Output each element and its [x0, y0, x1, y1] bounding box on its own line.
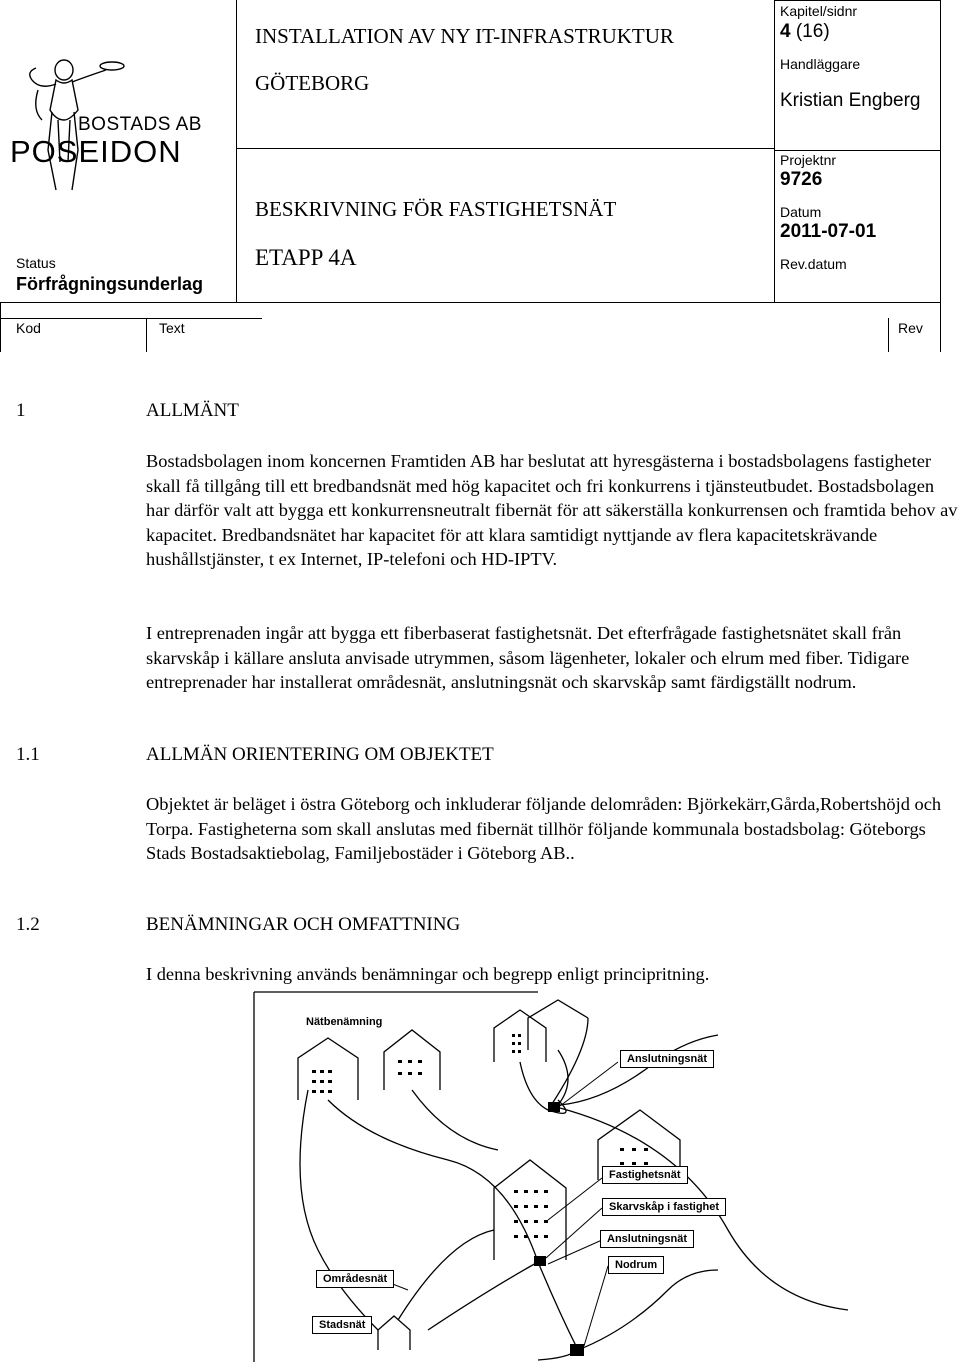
- header-divider: [236, 0, 237, 302]
- diagram-label-skarvskap: Skarvskåp i fastighet: [602, 1198, 726, 1216]
- diagram-label-anslutningsnat: Anslutningsnät: [600, 1230, 694, 1248]
- section-number: 1: [16, 400, 26, 421]
- paragraph-text: Bostadsbolagen inom koncernen Framtiden AB har beslutat att hyresgästerna i bostadsbolagens fastigheter skall få tillgång till ett bredbandsnät med hög kapacitet och fri konkurrens i tjänsteutbudet. Bostadsbolagen har därför valt att bygga ett konkurrensneutralt fibernät för att säkerställa konkurrensen och framtida behov av kapacitet. Bredbandsnätet har kapacitet för att klara samtidigt nyttjande av flera kapacitetskrävande hushållstjänster, t ex Internet, IP-telefoni och HD-IPTV.: [146, 451, 958, 570]
- section-number: 1.1: [16, 744, 40, 765]
- document-location: GÖTEBORG: [255, 71, 370, 95]
- header-divider: [146, 318, 147, 352]
- chapter-label: Kapitel/sidnr: [780, 3, 858, 19]
- column-kod: Kod: [16, 320, 41, 336]
- section-paragraph: [146, 449, 958, 572]
- diagram-label-natbenamning: Nätbenämning: [306, 1016, 383, 1028]
- paragraph-text: I entreprenaden ingår att bygga ett fiberbaserat fastighetsnät. Det efterfrågade fastighetsnätet skall från skarvskåp i källare ansluta anvisade utrymmen, såsom lägenheter, lokaler och elrum med fiber. Tidigare entreprenader har installerat områdesnät, anslutningsnät och skarvskåp samt färdigställt nodrum.: [146, 623, 910, 693]
- date-label: Datum: [780, 204, 822, 220]
- chapter-value: [780, 21, 830, 43]
- column-rev: Rev: [898, 320, 923, 336]
- status-label: Status: [16, 255, 56, 271]
- header-divider: [888, 318, 889, 352]
- header-divider: [774, 0, 775, 302]
- section-paragraph: [146, 962, 958, 987]
- header-divider: [0, 302, 940, 303]
- section-title: ALLMÄNT: [146, 400, 239, 421]
- document-stage: ETAPP 4A: [255, 245, 357, 270]
- poseidon-logo: [8, 50, 213, 200]
- diagram-label-nodrum: Nodrum: [608, 1256, 664, 1274]
- document-title: INSTALLATION AV NY IT-INFRASTRUKTUR: [255, 24, 674, 48]
- header-divider: [774, 0, 940, 1]
- diagram-label-anslutningsnat-top: Anslutningsnät: [620, 1050, 714, 1068]
- chapter-total: (16): [790, 21, 830, 42]
- header-divider: [774, 150, 940, 151]
- date-value: 2011-07-01: [780, 221, 877, 242]
- project-label: Projektnr: [780, 152, 837, 168]
- diagram-label-stadsnat: Stadsnät: [312, 1316, 372, 1334]
- section-title: ALLMÄN ORIENTERING OM OBJEKTET: [146, 744, 494, 765]
- header-divider: [940, 0, 941, 352]
- column-text: Text: [159, 320, 185, 336]
- status-value: Förfrågningsunderlag: [16, 274, 204, 294]
- logo-text-main: POSEIDON: [10, 134, 182, 169]
- principle-drawing: [248, 990, 948, 1364]
- chapter-number: 4: [780, 21, 791, 42]
- revdate-label: Rev.datum: [780, 256, 847, 272]
- project-value: 9726: [780, 169, 823, 190]
- section-paragraph: [146, 621, 958, 695]
- network-diagram: [248, 990, 948, 1364]
- paragraph-text: Objektet är beläget i östra Göteborg och inkluderar följande delområden: Björkekärr,Gårda,Robertshöjd och Torpa. Fastigheterna som skall anslutas med fibernät tillhör följande kommunala bostadsbolag: Göteborgs Stads Bostadsaktiebolag, Familjebostäder i Göteborg AB..: [146, 794, 942, 864]
- section-number: 1.2: [16, 914, 40, 935]
- diagram-label-fastighetsnat: Fastighetsnät: [602, 1166, 688, 1184]
- diagram-label-omradesnat: Områdesnät: [316, 1270, 394, 1288]
- header-divider: [0, 318, 262, 319]
- handler-label: Handläggare: [780, 56, 861, 72]
- handler-value: Kristian Engberg: [780, 90, 921, 111]
- section-paragraph: [146, 792, 958, 866]
- paragraph-text: I denna beskrivning används benämningar och begrepp enligt principritning.: [146, 964, 710, 984]
- header-divider: [0, 302, 1, 352]
- logo-text-top: BOSTADS AB: [78, 114, 202, 135]
- document-subtitle: BESKRIVNING FÖR FASTIGHETSNÄT: [255, 197, 617, 221]
- section-title: BENÄMNINGAR OCH OMFATTNING: [146, 914, 461, 935]
- header-divider: [236, 148, 774, 149]
